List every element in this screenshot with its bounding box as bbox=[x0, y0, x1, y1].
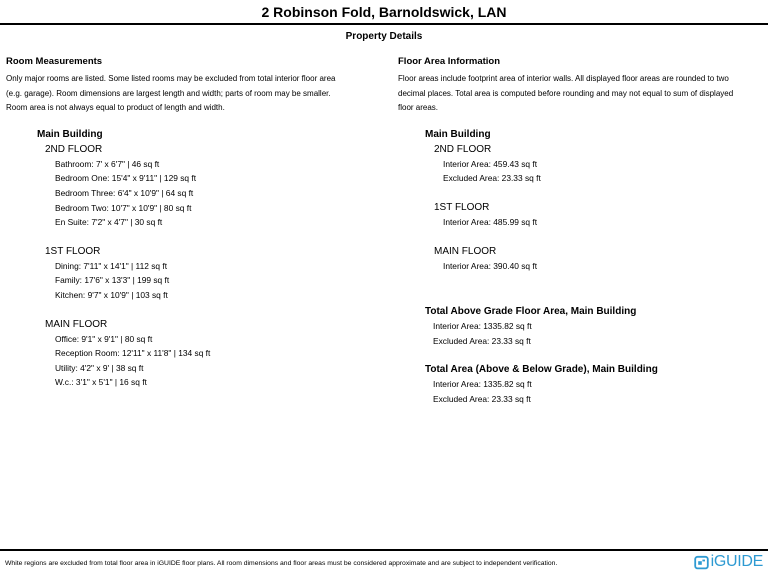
total-area-value: Excluded Area: 23.33 sq ft bbox=[433, 393, 531, 404]
section-heading: Room Measurements bbox=[6, 56, 103, 67]
total-heading: Total Area (Above & Below Grade), Main Building bbox=[425, 364, 658, 376]
section-description-line: Only major rooms are listed. Some listed rooms may be excluded from total interior floor area bbox=[6, 74, 336, 83]
room-measurement: Utility: 4'2" x 9' | 38 sq ft bbox=[55, 362, 144, 373]
floor-main bbox=[45, 317, 384, 390]
room-measurement: Family: 17'6" x 13'3" | 199 sq ft bbox=[55, 275, 170, 286]
page-subtitle: Property Details bbox=[345, 31, 423, 42]
floor-1st bbox=[45, 244, 384, 303]
floor-name: MAIN FLOOR bbox=[434, 245, 497, 257]
section-heading: Floor Area Information bbox=[398, 56, 501, 67]
room-measurement: En Suite: 7'2" x 4'7" | 30 sq ft bbox=[55, 217, 163, 228]
room-measurement: Kitchen: 9'7" x 10'9" | 103 sq ft bbox=[55, 289, 168, 300]
floor-name: 2ND FLOOR bbox=[45, 143, 103, 155]
room-measurement: Office: 9'1" x 9'1" | 80 sq ft bbox=[55, 333, 153, 344]
floor-area-value: Interior Area: 390.40 sq ft bbox=[443, 260, 538, 271]
section-description-line: (e.g. garage). Room dimensions are largest length and width; parts of room may be smaller. bbox=[6, 88, 331, 98]
footer bbox=[0, 549, 768, 571]
floor-name: 1ST FLOOR bbox=[434, 201, 490, 213]
iguide-logo bbox=[694, 553, 763, 571]
room-measurements-section bbox=[0, 56, 384, 407]
total-above-grade bbox=[425, 304, 768, 348]
total-above-below-grade bbox=[425, 362, 768, 406]
floor-area-value: Excluded Area: 23.33 sq ft bbox=[443, 173, 541, 184]
building-name: Main Building bbox=[425, 128, 491, 140]
room-measurement: Bedroom One: 15'4" x 9'11" | 129 sq ft bbox=[55, 173, 197, 184]
totals bbox=[425, 304, 768, 406]
section-description-line: Room area is not always equal to product of length and width. bbox=[6, 103, 225, 113]
floor-area-value: Interior Area: 459.43 sq ft bbox=[443, 158, 538, 169]
footer-disclaimer: White regions are excluded from total floor area in iGUIDE floor plans. All room dimensions and floor areas must be considered approximate and are subject to independent verification. bbox=[5, 560, 558, 567]
room-measurement: Reception Room: 12'11" x 11'8" | 134 sq ft bbox=[55, 348, 211, 359]
header bbox=[0, 0, 768, 43]
total-area-value: Excluded Area: 23.33 sq ft bbox=[433, 335, 531, 346]
floor-2nd bbox=[45, 142, 384, 230]
floor-area-section bbox=[384, 56, 768, 407]
building-name: Main Building bbox=[37, 128, 103, 140]
section-description-line: decimal places. Total area is computed before rounding and may not equal to sum of displayed bbox=[398, 88, 734, 98]
total-area-value: Interior Area: 1335.82 sq ft bbox=[433, 379, 532, 390]
header-divider bbox=[0, 23, 768, 25]
iguide-logo-icon bbox=[694, 555, 709, 570]
floor-main-areas bbox=[434, 244, 768, 274]
floor-name: 1ST FLOOR bbox=[45, 245, 101, 257]
page-title: 2 Robinson Fold, Barnoldswick, LAN bbox=[261, 4, 507, 20]
content-columns bbox=[0, 56, 768, 407]
total-area-value: Interior Area: 1335.82 sq ft bbox=[433, 321, 532, 332]
section-description-line: Floor areas include footprint area of interior walls. All displayed floor areas are rounded to two bbox=[398, 74, 729, 83]
room-measurement: Dining: 7'11" x 14'1" | 112 sq ft bbox=[55, 260, 168, 271]
iguide-logo-text: iGUIDE bbox=[710, 553, 763, 570]
floor-1st-areas bbox=[434, 200, 768, 230]
room-measurement: W.c.: 3'1" x 5'1" | 16 sq ft bbox=[55, 377, 147, 388]
room-measurement: Bedroom Two: 10'7" x 10'9" | 80 sq ft bbox=[55, 202, 192, 213]
room-measurement: Bedroom Three: 6'4" x 10'9" | 64 sq ft bbox=[55, 187, 194, 198]
floor-2nd-areas bbox=[434, 142, 768, 186]
total-heading: Total Above Grade Floor Area, Main Building bbox=[425, 306, 637, 318]
floor-name: 2ND FLOOR bbox=[434, 143, 492, 155]
room-measurement: Bathroom: 7' x 6'7" | 46 sq ft bbox=[55, 158, 160, 169]
floor-area-value: Interior Area: 485.99 sq ft bbox=[443, 216, 538, 227]
floor-name: MAIN FLOOR bbox=[45, 318, 108, 330]
section-description-line: floor areas. bbox=[398, 103, 439, 113]
